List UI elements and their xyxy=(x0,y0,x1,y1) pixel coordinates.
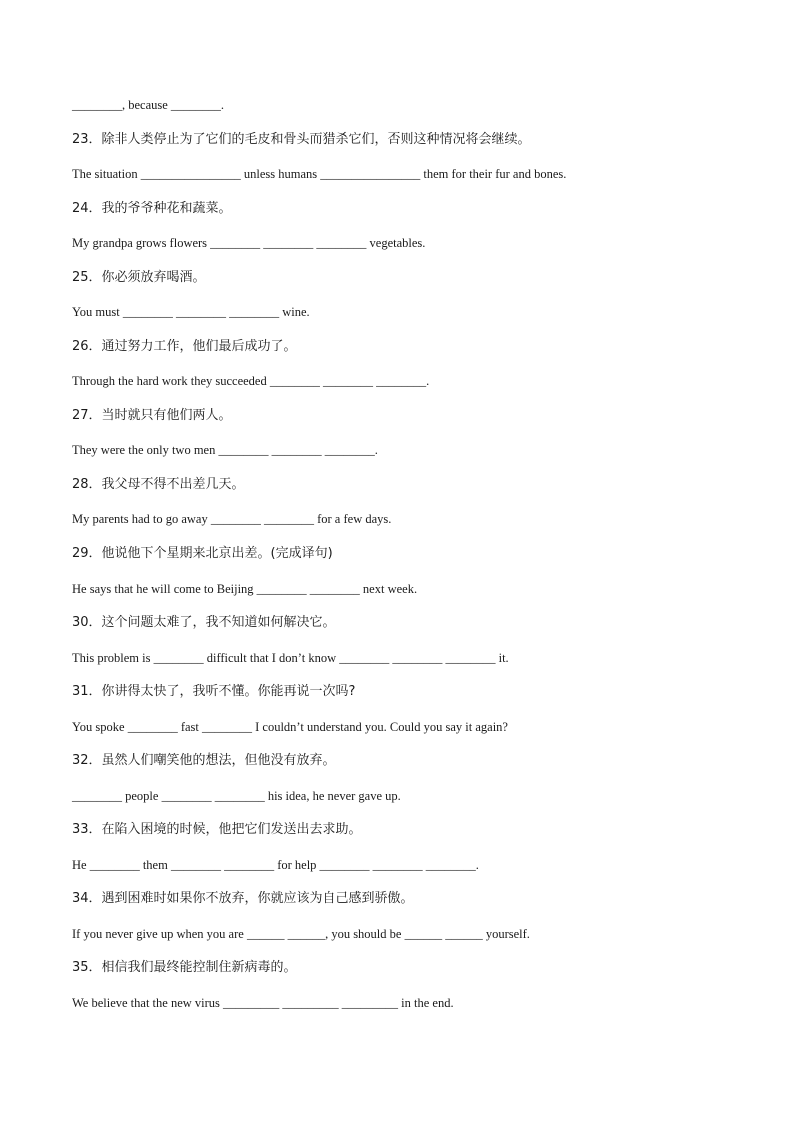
answer-line-31: You spoke ________ fast ________ I couldn’t understand you. Could you say it again? xyxy=(72,720,508,734)
question-23-prompt: 23．除非人类停止为了它们的毛皮和骨头而猎杀它们，否则这种情况将会继续。 xyxy=(72,132,531,147)
answer-line-24: My grandpa grows flowers ________ ________ ________ vegetables. xyxy=(72,236,426,250)
answer-line-32: ________ people ________ ________ his idea, he never gave up. xyxy=(72,789,401,803)
question-24-prompt: 24．我的爷爷种花和蔬菜。 xyxy=(72,201,232,216)
question-35-prompt: 35．相信我们最终能控制住新病毒的。 xyxy=(72,960,297,975)
question-27-prompt: 27．当时就只有他们两人。 xyxy=(72,408,232,423)
question-30-prompt: 30．这个问题太难了，我不知道如何解决它。 xyxy=(72,615,336,630)
answer-line-33: He ________ them ________ ________ for help ________ ________ ________. xyxy=(72,858,479,872)
answer-line-22: ________, because ________. xyxy=(72,98,225,112)
question-32-prompt: 32．虽然人们嘲笑他的想法，但他没有放弃。 xyxy=(72,753,336,768)
answer-line-30: This problem is ________ difficult that I don’t know ________ ________ ________ it. xyxy=(72,651,509,665)
question-28-prompt: 28．我父母不得不出差几天。 xyxy=(72,477,245,492)
answer-line-26: Through the hard work they succeeded ________ ________ ________. xyxy=(72,374,430,388)
answer-line-35: We believe that the new virus _________ _________ _________ in the end. xyxy=(72,996,454,1010)
question-29-prompt: 29．他说他下个星期来北京出差。(完成译句) xyxy=(72,546,333,561)
answer-line-28: My parents had to go away ________ ________ for a few days. xyxy=(72,512,392,526)
answer-line-23: The situation ________________ unless humans ________________ them for their fur and bones. xyxy=(72,167,567,181)
question-25-prompt: 25．你必须放弃喝酒。 xyxy=(72,270,206,285)
question-26-prompt: 26．通过努力工作，他们最后成功了。 xyxy=(72,339,297,354)
question-31-prompt: 31．你讲得太快了，我听不懂。你能再说一次吗? xyxy=(72,684,356,699)
answer-line-25: You must ________ ________ ________ wine. xyxy=(72,305,310,319)
question-34-prompt: 34．遇到困难时如果你不放弃，你就应该为自己感到骄傲。 xyxy=(72,891,414,906)
question-33-prompt: 33．在陷入困境的时候，他把它们发送出去求助。 xyxy=(72,822,362,837)
answer-line-27: They were the only two men ________ ________ ________. xyxy=(72,443,378,457)
answer-line-29: He says that he will come to Beijing ________ ________ next week. xyxy=(72,582,418,596)
answer-line-34: If you never give up when you are ______ ______, you should be ______ ______ yourself. xyxy=(72,927,530,941)
